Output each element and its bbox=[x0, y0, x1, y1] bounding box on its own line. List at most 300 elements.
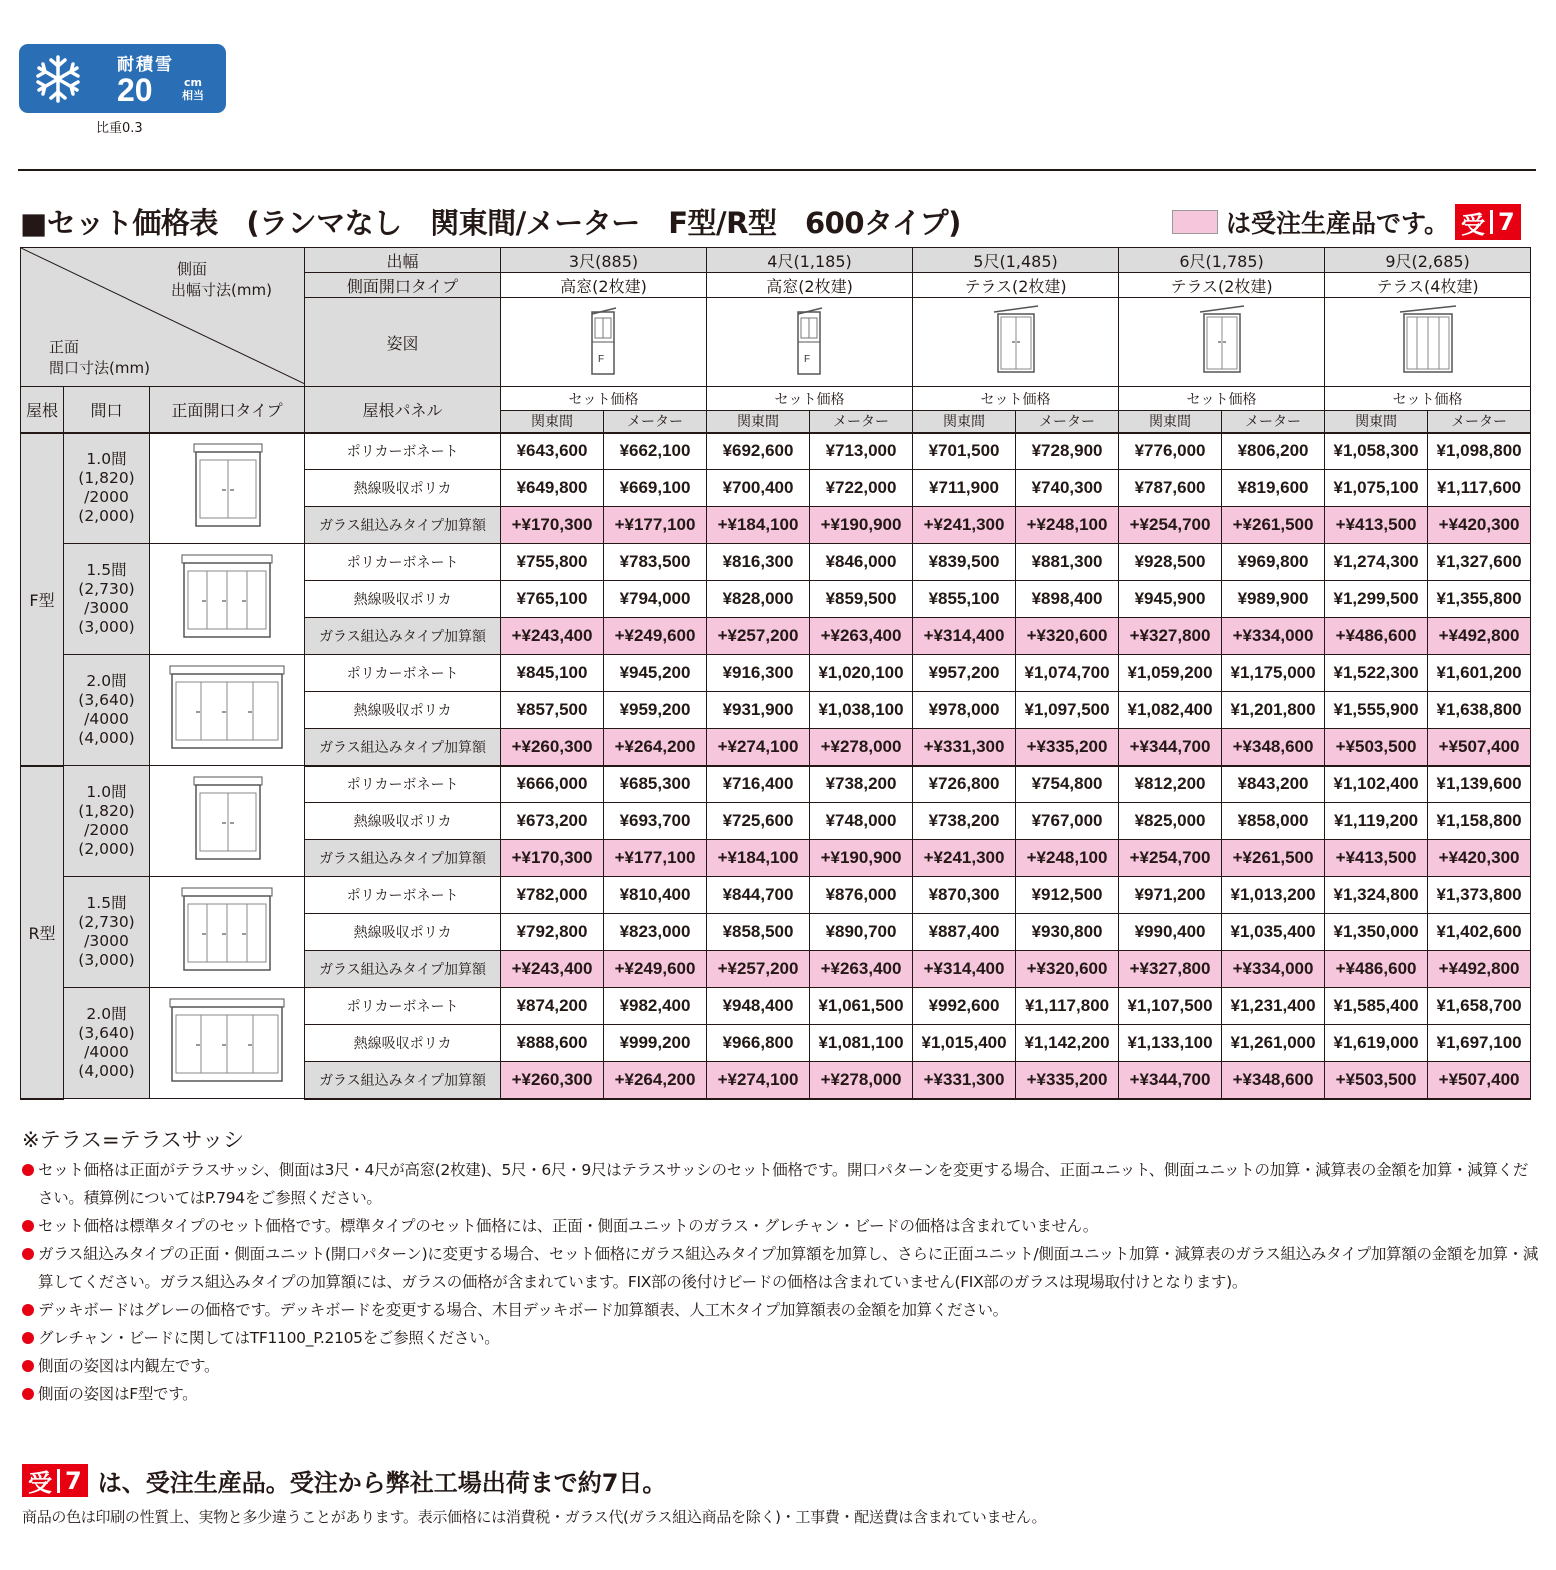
made-to-order-badge bbox=[1455, 204, 1521, 240]
price-cell: ¥1,658,700 bbox=[1428, 988, 1531, 1025]
opening-size-line: /2000 bbox=[84, 821, 129, 839]
price-cell: +¥492,800 bbox=[1428, 951, 1531, 988]
opening-size-line: 2.0間 bbox=[86, 672, 127, 690]
opening-size-line: /4000 bbox=[84, 710, 129, 728]
row-figure-label: 姿図 bbox=[305, 298, 501, 387]
price-cell: ¥1,327,600 bbox=[1428, 544, 1531, 581]
price-cell: ¥1,324,800 bbox=[1325, 877, 1428, 914]
opening-size-line: (1,820) bbox=[78, 469, 135, 488]
footer-lead-text: は、受注生産品。受注から弊社工場出荷まで約7日。 bbox=[97, 1469, 667, 1497]
side-figure-cell bbox=[501, 298, 707, 387]
price-cell: +¥320,600 bbox=[1016, 618, 1119, 655]
opening-size-cell bbox=[64, 655, 150, 766]
price-cell: +¥241,300 bbox=[913, 507, 1016, 544]
price-cell: +¥420,300 bbox=[1428, 840, 1531, 877]
row-side-type-label: 側面開口タイプ bbox=[305, 273, 501, 298]
price-cell: ¥692,600 bbox=[707, 433, 810, 470]
width-header: 5尺(1,485) bbox=[913, 248, 1119, 273]
price-cell: ¥711,900 bbox=[913, 470, 1016, 507]
price-cell: +¥260,300 bbox=[501, 729, 604, 766]
meter-header: メーター bbox=[1016, 411, 1119, 433]
price-cell: ¥1,074,700 bbox=[1016, 655, 1119, 692]
snow-load-badge bbox=[19, 44, 226, 113]
price-cell: ¥898,400 bbox=[1016, 581, 1119, 618]
price-cell: +¥241,300 bbox=[913, 840, 1016, 877]
price-cell: +¥257,200 bbox=[707, 618, 810, 655]
snow-unit-bottom: 相当 bbox=[182, 89, 204, 102]
price-cell: ¥1,117,800 bbox=[1016, 988, 1119, 1025]
panel-type-cell: ガラス組込みタイプ加算額 bbox=[305, 1062, 501, 1099]
price-cell: ¥928,500 bbox=[1119, 544, 1222, 581]
price-cell: +¥170,300 bbox=[501, 840, 604, 877]
price-table bbox=[20, 247, 1531, 1100]
price-cell: +¥503,500 bbox=[1325, 729, 1428, 766]
opening-size-line: (4,000) bbox=[78, 729, 135, 747]
opening-size-line: 2.0間 bbox=[86, 1005, 127, 1023]
badge-num: 7 bbox=[1498, 208, 1515, 236]
price-cell: ¥1,139,600 bbox=[1428, 766, 1531, 803]
price-cell: ¥1,102,400 bbox=[1325, 766, 1428, 803]
price-cell: ¥792,800 bbox=[501, 914, 604, 951]
panel-type-cell: 熱線吸収ポリカ bbox=[305, 914, 501, 951]
front-figure-cell bbox=[150, 433, 305, 544]
note-item: セット価格は標準タイプのセット価格です。標準タイプのセット価格には、正面・側面ユニットのガラス・グレチャン・ビードの価格は含まれていません。 bbox=[22, 1212, 1542, 1240]
opening-size-line: (3,000) bbox=[78, 951, 135, 969]
price-cell: +¥274,100 bbox=[707, 729, 810, 766]
price-cell: ¥1,015,400 bbox=[913, 1025, 1016, 1062]
svg-text:F: F bbox=[804, 354, 811, 365]
price-cell: ¥857,500 bbox=[501, 692, 604, 729]
front-elevation-figure bbox=[150, 880, 304, 980]
specific-gravity-note: 比重0.3 bbox=[96, 121, 143, 136]
price-cell: ¥1,350,000 bbox=[1325, 914, 1428, 951]
opening-dim-label: 間口寸法(mm) bbox=[49, 359, 150, 377]
price-cell: ¥825,000 bbox=[1119, 803, 1222, 840]
panel-type-cell: 熱線吸収ポリカ bbox=[305, 803, 501, 840]
price-cell: +¥334,000 bbox=[1222, 618, 1325, 655]
footer-disclaimer: 商品の色は印刷の性質上、実物と多少違うことがあります。表示価格には消費税・ガラス代(ガラス組込商品を除く)・工事費・配送費は含まれていません。 bbox=[22, 1508, 1047, 1526]
note-item: グレチャン・ビードに関してはTF1100_P.2105をご参照ください。 bbox=[22, 1324, 1542, 1352]
row-width-label: 出幅 bbox=[305, 248, 501, 273]
price-cell: ¥673,200 bbox=[501, 803, 604, 840]
price-cell: ¥748,000 bbox=[810, 803, 913, 840]
price-cell: ¥726,800 bbox=[913, 766, 1016, 803]
price-cell: ¥767,000 bbox=[1016, 803, 1119, 840]
snow-load-unit bbox=[179, 76, 207, 102]
price-cell: ¥959,200 bbox=[604, 692, 707, 729]
legend bbox=[1172, 204, 1521, 240]
side-elevation-figure bbox=[1376, 298, 1479, 382]
price-cell: ¥728,900 bbox=[1016, 433, 1119, 470]
price-cell: ¥990,400 bbox=[1119, 914, 1222, 951]
note-item: セット価格は正面がテラスサッシ、側面は3尺・4尺が高窓(2枚建)、5尺・6尺・9尺はテラスサッシのセット価格です。開口パターンを変更する場合、正面ユニット、側面ユニットの加算・減算表の金額を加算・減算ください。積算例についてはP.794をご参照ください。 bbox=[22, 1156, 1542, 1212]
kanto-header: 関東間 bbox=[501, 411, 604, 433]
kanto-header: 関東間 bbox=[1119, 411, 1222, 433]
side-elevation-figure bbox=[964, 298, 1067, 382]
price-cell: ¥754,800 bbox=[1016, 766, 1119, 803]
price-cell: ¥1,142,200 bbox=[1016, 1025, 1119, 1062]
front-figure-cell bbox=[150, 655, 305, 766]
price-cell: ¥765,100 bbox=[501, 581, 604, 618]
price-cell: +¥507,400 bbox=[1428, 729, 1531, 766]
footer bbox=[22, 1463, 1046, 1527]
price-cell: +¥264,200 bbox=[604, 1062, 707, 1099]
price-cell: ¥700,400 bbox=[707, 470, 810, 507]
price-cell: +¥348,600 bbox=[1222, 1062, 1325, 1099]
roof-type-cell: F型 bbox=[21, 433, 64, 766]
price-cell: ¥1,013,200 bbox=[1222, 877, 1325, 914]
price-cell: ¥1,075,100 bbox=[1325, 470, 1428, 507]
price-cell: ¥858,500 bbox=[707, 914, 810, 951]
opening-size-line: (2,730) bbox=[78, 913, 135, 931]
price-cell: +¥190,900 bbox=[810, 507, 913, 544]
price-cell: ¥1,619,000 bbox=[1325, 1025, 1428, 1062]
price-cell: ¥839,500 bbox=[913, 544, 1016, 581]
panel-type-cell: 熱線吸収ポリカ bbox=[305, 470, 501, 507]
panel-type-cell: ポリカーボネート bbox=[305, 877, 501, 914]
side-elevation-figure bbox=[1170, 298, 1273, 382]
price-cell: +¥413,500 bbox=[1325, 507, 1428, 544]
panel-type-cell: 熱線吸収ポリカ bbox=[305, 581, 501, 618]
price-cell: ¥1,355,800 bbox=[1428, 581, 1531, 618]
price-cell: ¥776,000 bbox=[1119, 433, 1222, 470]
price-cell: ¥787,600 bbox=[1119, 470, 1222, 507]
opening-size-line: (3,640) bbox=[78, 691, 135, 709]
opening-size-line: /3000 bbox=[84, 932, 129, 950]
price-cell: +¥314,400 bbox=[913, 951, 1016, 988]
price-cell: ¥844,700 bbox=[707, 877, 810, 914]
panel-type-cell: ガラス組込みタイプ加算額 bbox=[305, 729, 501, 766]
snowflake-icon bbox=[33, 54, 83, 104]
col-panel-label: 屋根パネル bbox=[305, 387, 501, 433]
price-cell: +¥184,100 bbox=[707, 840, 810, 877]
opening-size-line: 1.5間 bbox=[86, 561, 127, 579]
price-cell: ¥948,400 bbox=[707, 988, 810, 1025]
price-cell: +¥254,700 bbox=[1119, 507, 1222, 544]
opening-size-cell bbox=[64, 988, 150, 1099]
price-cell: ¥783,500 bbox=[604, 544, 707, 581]
legend-pink-swatch bbox=[1172, 210, 1218, 234]
kanto-header: 関東間 bbox=[1325, 411, 1428, 433]
width-header: 4尺(1,185) bbox=[707, 248, 913, 273]
price-cell: +¥348,600 bbox=[1222, 729, 1325, 766]
price-cell: ¥1,231,400 bbox=[1222, 988, 1325, 1025]
front-elevation-figure bbox=[150, 991, 304, 1091]
side-type-header: テラス(4枚建) bbox=[1325, 273, 1531, 298]
price-cell: +¥190,900 bbox=[810, 840, 913, 877]
price-cell: ¥740,300 bbox=[1016, 470, 1119, 507]
price-cell: +¥492,800 bbox=[1428, 618, 1531, 655]
price-cell: ¥669,100 bbox=[604, 470, 707, 507]
price-cell: ¥649,800 bbox=[501, 470, 604, 507]
panel-type-cell: 熱線吸収ポリカ bbox=[305, 1025, 501, 1062]
price-cell: ¥999,200 bbox=[604, 1025, 707, 1062]
price-cell: ¥1,133,100 bbox=[1119, 1025, 1222, 1062]
price-cell: +¥327,800 bbox=[1119, 951, 1222, 988]
front-elevation-figure bbox=[150, 658, 304, 758]
price-cell: ¥738,200 bbox=[913, 803, 1016, 840]
meter-header: メーター bbox=[604, 411, 707, 433]
side-elevation-figure bbox=[758, 298, 861, 382]
price-cell: +¥331,300 bbox=[913, 1062, 1016, 1099]
price-cell: +¥331,300 bbox=[913, 729, 1016, 766]
price-cell: ¥812,200 bbox=[1119, 766, 1222, 803]
price-cell: ¥1,697,100 bbox=[1428, 1025, 1531, 1062]
price-cell: ¥1,373,800 bbox=[1428, 877, 1531, 914]
price-cell: ¥1,555,900 bbox=[1325, 692, 1428, 729]
price-cell: ¥945,200 bbox=[604, 655, 707, 692]
price-cell: ¥1,585,400 bbox=[1325, 988, 1428, 1025]
price-cell: +¥248,100 bbox=[1016, 507, 1119, 544]
price-cell: +¥278,000 bbox=[810, 1062, 913, 1099]
opening-size-line: (2,730) bbox=[78, 580, 135, 598]
price-cell: ¥931,900 bbox=[707, 692, 810, 729]
opening-size-cell bbox=[64, 544, 150, 655]
price-cell: ¥912,500 bbox=[1016, 877, 1119, 914]
front-figure-cell bbox=[150, 877, 305, 988]
front-dim-label bbox=[49, 336, 150, 378]
price-cell: ¥1,097,500 bbox=[1016, 692, 1119, 729]
price-cell: ¥1,201,800 bbox=[1222, 692, 1325, 729]
price-cell: ¥666,000 bbox=[501, 766, 604, 803]
price-cell: ¥945,900 bbox=[1119, 581, 1222, 618]
side-elevation-figure bbox=[552, 298, 655, 382]
price-cell: ¥1,119,200 bbox=[1325, 803, 1428, 840]
set-price-header: セット価格 bbox=[913, 387, 1119, 411]
side-dim-label bbox=[171, 258, 272, 300]
price-cell: ¥876,000 bbox=[810, 877, 913, 914]
price-cell: ¥1,058,300 bbox=[1325, 433, 1428, 470]
price-cell: ¥982,400 bbox=[604, 988, 707, 1025]
price-cell: ¥738,200 bbox=[810, 766, 913, 803]
price-cell: +¥257,200 bbox=[707, 951, 810, 988]
col-front-type-label: 正面開口タイプ bbox=[150, 387, 305, 433]
side-label: 側面 bbox=[177, 260, 208, 278]
price-cell: +¥261,500 bbox=[1222, 507, 1325, 544]
note-item: デッキボードはグレーの価格です。デッキボードを変更する場合、木目デッキボード加算額表、人工木タイプ加算額表の金額を加算ください。 bbox=[22, 1296, 1542, 1324]
price-cell: ¥887,400 bbox=[913, 914, 1016, 951]
price-cell: ¥643,600 bbox=[501, 433, 604, 470]
price-cell: ¥755,800 bbox=[501, 544, 604, 581]
set-price-header: セット価格 bbox=[707, 387, 913, 411]
price-cell: +¥327,800 bbox=[1119, 618, 1222, 655]
opening-size-cell bbox=[64, 766, 150, 877]
price-cell: ¥1,522,300 bbox=[1325, 655, 1428, 692]
opening-size-cell bbox=[64, 433, 150, 544]
price-cell: +¥170,300 bbox=[501, 507, 604, 544]
opening-size-line: /3000 bbox=[84, 599, 129, 617]
opening-size-line: (4,000) bbox=[78, 1062, 135, 1080]
kanto-header: 関東間 bbox=[707, 411, 810, 433]
opening-size-line: /2000 bbox=[84, 488, 129, 507]
price-cell: ¥870,300 bbox=[913, 877, 1016, 914]
side-type-header: テラス(2枚建) bbox=[1119, 273, 1325, 298]
badge-char: 受 bbox=[28, 1469, 52, 1497]
panel-type-cell: 熱線吸収ポリカ bbox=[305, 692, 501, 729]
price-cell: +¥320,600 bbox=[1016, 951, 1119, 988]
panel-type-cell: ポリカーボネート bbox=[305, 544, 501, 581]
price-cell: +¥248,100 bbox=[1016, 840, 1119, 877]
note-item: 側面の姿図は内観左です。 bbox=[22, 1352, 1542, 1380]
price-cell: +¥249,600 bbox=[604, 951, 707, 988]
price-cell: +¥486,600 bbox=[1325, 951, 1428, 988]
notes-list bbox=[22, 1156, 1542, 1408]
side-type-header: 高窓(2枚建) bbox=[501, 273, 707, 298]
price-cell: ¥828,000 bbox=[707, 581, 810, 618]
price-cell: +¥413,500 bbox=[1325, 840, 1428, 877]
price-cell: +¥334,000 bbox=[1222, 951, 1325, 988]
snow-load-label: 耐積雪 bbox=[117, 55, 174, 75]
price-cell: ¥725,600 bbox=[707, 803, 810, 840]
panel-type-cell: ポリカーボネート bbox=[305, 766, 501, 803]
notes bbox=[22, 1124, 1542, 1408]
price-cell: ¥1,274,300 bbox=[1325, 544, 1428, 581]
price-cell: ¥881,300 bbox=[1016, 544, 1119, 581]
price-cell: ¥816,300 bbox=[707, 544, 810, 581]
opening-size-line: (3,640) bbox=[78, 1024, 135, 1042]
side-figure-cell bbox=[1119, 298, 1325, 387]
price-cell: +¥177,100 bbox=[604, 507, 707, 544]
price-cell: ¥806,200 bbox=[1222, 433, 1325, 470]
side-figure-cell bbox=[913, 298, 1119, 387]
price-cell: ¥989,900 bbox=[1222, 581, 1325, 618]
price-cell: ¥713,000 bbox=[810, 433, 913, 470]
price-cell: +¥420,300 bbox=[1428, 507, 1531, 544]
panel-type-cell: ガラス組込みタイプ加算額 bbox=[305, 618, 501, 655]
badge-char: 受 bbox=[1461, 210, 1486, 239]
opening-size-line: (1,820) bbox=[78, 802, 135, 820]
price-cell: +¥261,500 bbox=[1222, 840, 1325, 877]
price-cell: ¥930,800 bbox=[1016, 914, 1119, 951]
price-cell: ¥1,098,800 bbox=[1428, 433, 1531, 470]
price-cell: ¥1,059,200 bbox=[1119, 655, 1222, 692]
price-cell: +¥503,500 bbox=[1325, 1062, 1428, 1099]
price-cell: ¥874,200 bbox=[501, 988, 604, 1025]
price-cell: ¥685,300 bbox=[604, 766, 707, 803]
price-cell: +¥264,200 bbox=[604, 729, 707, 766]
side-figure-cell bbox=[707, 298, 913, 387]
price-cell: ¥916,300 bbox=[707, 655, 810, 692]
price-cell: +¥274,100 bbox=[707, 1062, 810, 1099]
front-elevation-figure bbox=[150, 769, 304, 869]
opening-size-line: 1.0間 bbox=[86, 450, 127, 469]
price-cell: ¥859,500 bbox=[810, 581, 913, 618]
price-cell: +¥260,300 bbox=[501, 1062, 604, 1099]
panel-type-cell: ガラス組込みタイプ加算額 bbox=[305, 507, 501, 544]
front-figure-cell bbox=[150, 766, 305, 877]
price-cell: ¥890,700 bbox=[810, 914, 913, 951]
price-cell: +¥249,600 bbox=[604, 618, 707, 655]
price-cell: ¥1,402,600 bbox=[1428, 914, 1531, 951]
kanto-header: 関東間 bbox=[913, 411, 1016, 433]
price-cell: ¥845,100 bbox=[501, 655, 604, 692]
price-cell: ¥701,500 bbox=[913, 433, 1016, 470]
set-price-header: セット価格 bbox=[1325, 387, 1531, 411]
price-cell: ¥858,000 bbox=[1222, 803, 1325, 840]
price-cell: ¥693,700 bbox=[604, 803, 707, 840]
price-cell: +¥335,200 bbox=[1016, 729, 1119, 766]
front-elevation-figure bbox=[150, 547, 304, 647]
opening-size-cell bbox=[64, 877, 150, 988]
made-to-order-badge-footer bbox=[22, 1464, 88, 1497]
meter-header: メーター bbox=[1428, 411, 1531, 433]
front-elevation-figure bbox=[150, 436, 304, 536]
price-cell: +¥344,700 bbox=[1119, 1062, 1222, 1099]
price-cell: ¥782,000 bbox=[501, 877, 604, 914]
price-cell: ¥846,000 bbox=[810, 544, 913, 581]
opening-size-line: /4000 bbox=[84, 1043, 129, 1061]
notes-head: ※テラス=テラスサッシ bbox=[22, 1128, 245, 1152]
set-price-header: セット価格 bbox=[1119, 387, 1325, 411]
panel-type-cell: ポリカーボネート bbox=[305, 655, 501, 692]
price-cell: ¥1,117,600 bbox=[1428, 470, 1531, 507]
footer-line1 bbox=[22, 1463, 1046, 1498]
front-figure-cell bbox=[150, 988, 305, 1099]
price-cell: ¥1,038,100 bbox=[810, 692, 913, 729]
roof-type-cell: R型 bbox=[21, 766, 64, 1099]
front-figure-cell bbox=[150, 544, 305, 655]
price-cell: ¥722,000 bbox=[810, 470, 913, 507]
note-item: ガラス組込みタイプの正面・側面ユニット(開口パターン)に変更する場合、セット価格にガラス組込みタイプ加算額を加算し、さらに正面ユニット/側面ユニット加算・減算表のガラス組込みタイプ加算額の金額を加算・減算してください。ガラス組込みタイプの加算額には、ガラスの価格が含まれています。FIX部の後付けビードの価格は含まれていません(FIX部のガラスは現場取付けとなります)。 bbox=[22, 1240, 1542, 1296]
panel-type-cell: ガラス組込みタイプ加算額 bbox=[305, 840, 501, 877]
front-label: 正面 bbox=[49, 338, 80, 356]
price-cell: +¥184,100 bbox=[707, 507, 810, 544]
price-cell: +¥243,400 bbox=[501, 618, 604, 655]
opening-size-line: (2,000) bbox=[78, 507, 135, 526]
page-title: ■セット価格表 (ランマなし 関東間/メーター F型/R型 600タイプ) bbox=[20, 206, 961, 240]
price-cell: ¥978,000 bbox=[913, 692, 1016, 729]
panel-type-cell: ポリカーボネート bbox=[305, 988, 501, 1025]
price-cell: ¥1,261,000 bbox=[1222, 1025, 1325, 1062]
svg-text:F: F bbox=[598, 354, 605, 365]
opening-size-line: (2,000) bbox=[78, 840, 135, 858]
price-cell: ¥1,035,400 bbox=[1222, 914, 1325, 951]
snow-load-value: 20 bbox=[117, 72, 153, 108]
price-cell: ¥1,107,500 bbox=[1119, 988, 1222, 1025]
badge-num: 7 bbox=[65, 1466, 82, 1495]
price-cell: ¥1,299,500 bbox=[1325, 581, 1428, 618]
price-cell: ¥1,175,000 bbox=[1222, 655, 1325, 692]
divider bbox=[18, 169, 1536, 171]
price-cell: +¥263,400 bbox=[810, 951, 913, 988]
price-cell: ¥888,600 bbox=[501, 1025, 604, 1062]
panel-type-cell: ガラス組込みタイプ加算額 bbox=[305, 951, 501, 988]
price-cell: ¥1,638,800 bbox=[1428, 692, 1531, 729]
price-cell: +¥344,700 bbox=[1119, 729, 1222, 766]
price-cell: +¥254,700 bbox=[1119, 840, 1222, 877]
opening-size-line: (3,000) bbox=[78, 618, 135, 636]
width-header: 9尺(2,685) bbox=[1325, 248, 1531, 273]
price-cell: ¥1,061,500 bbox=[810, 988, 913, 1025]
side-figure-cell bbox=[1325, 298, 1531, 387]
price-cell: ¥1,020,100 bbox=[810, 655, 913, 692]
price-cell: ¥855,100 bbox=[913, 581, 1016, 618]
price-cell: +¥177,100 bbox=[604, 840, 707, 877]
price-cell: ¥819,600 bbox=[1222, 470, 1325, 507]
price-cell: +¥486,600 bbox=[1325, 618, 1428, 655]
panel-type-cell: ポリカーボネート bbox=[305, 433, 501, 470]
width-header: 6尺(1,785) bbox=[1119, 248, 1325, 273]
opening-size-line: 1.5間 bbox=[86, 894, 127, 912]
price-cell: ¥1,158,800 bbox=[1428, 803, 1531, 840]
price-cell: +¥243,400 bbox=[501, 951, 604, 988]
opening-size-line: 1.0間 bbox=[86, 783, 127, 801]
price-cell: ¥957,200 bbox=[913, 655, 1016, 692]
set-price-header: セット価格 bbox=[501, 387, 707, 411]
col-roof-label: 屋根 bbox=[21, 387, 64, 433]
price-cell: +¥278,000 bbox=[810, 729, 913, 766]
snow-unit-top: cm bbox=[184, 76, 202, 89]
